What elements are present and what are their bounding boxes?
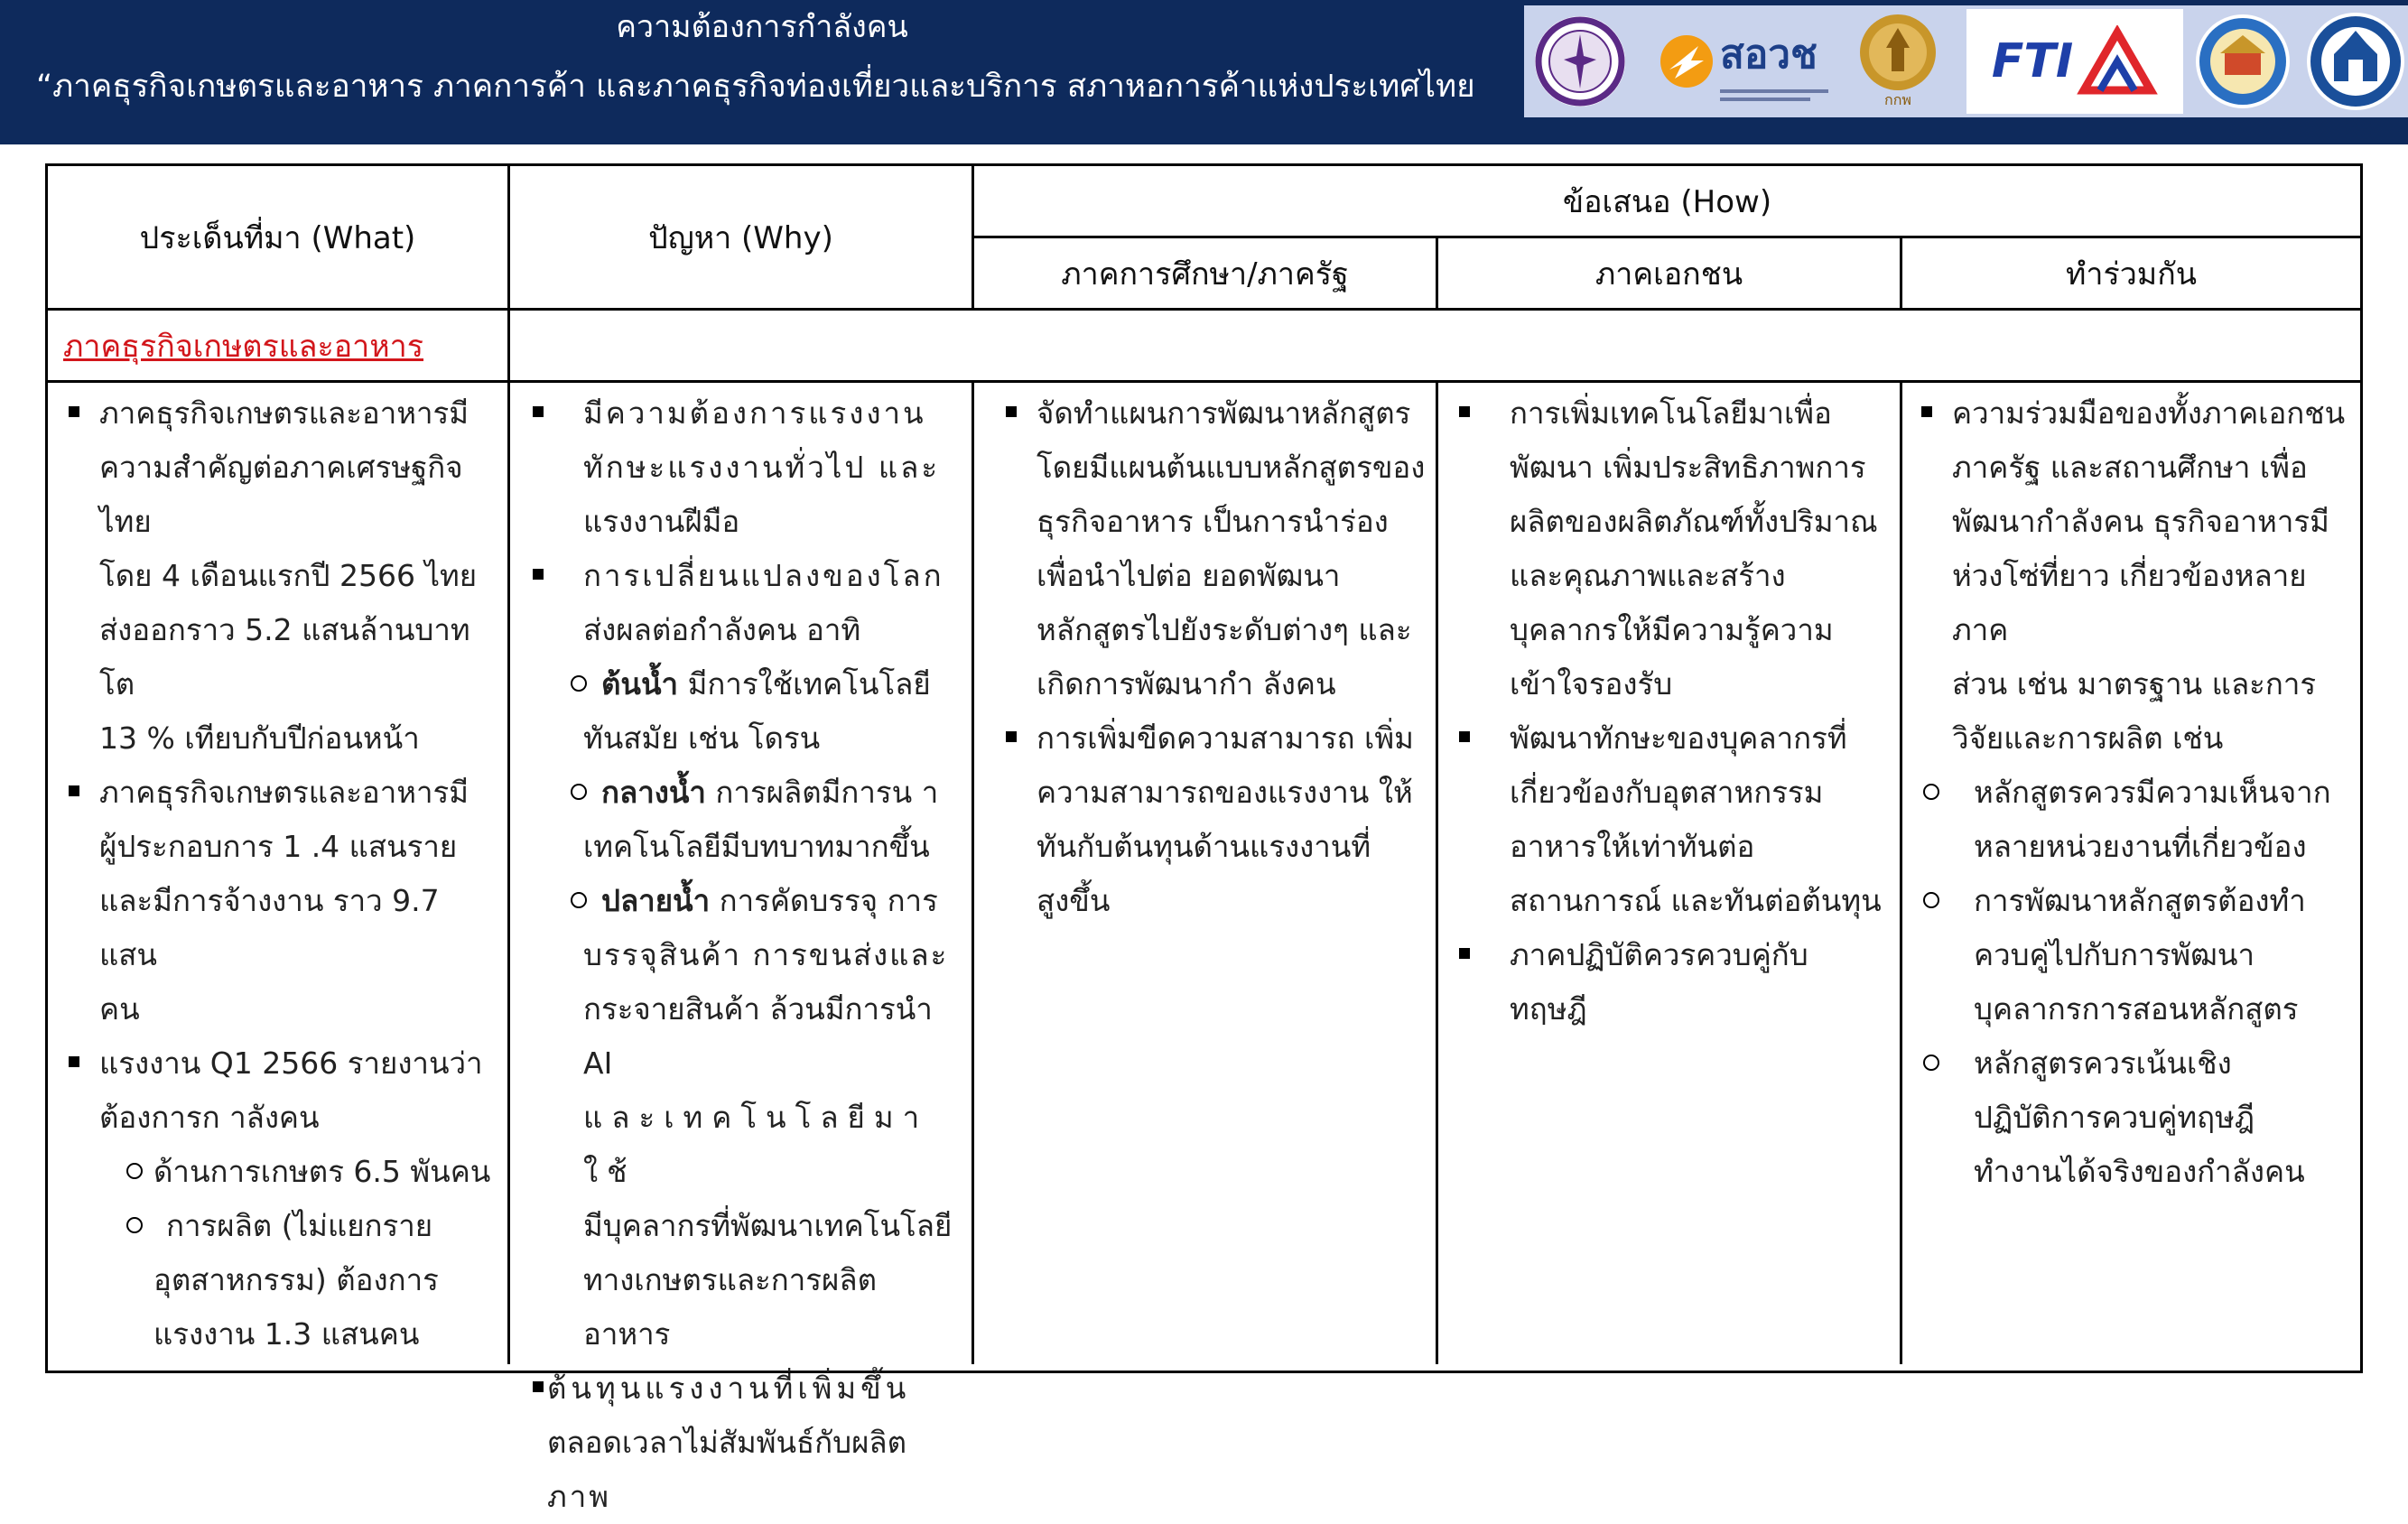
sorchor-logo-icon [1649, 5, 1838, 117]
blue-seal-icon [2302, 5, 2408, 117]
list-item: ภาคธุรกิจเกษตรและอาหารมี ความสำคัญต่อภาคเศรษฐกิจไทย โดย 4 เดือนแรกปี 2566 ไทย ส่งออกราว 5.2 แสนล้านบาท โต 13 % เทียบกับปีก่อนหน้า [65, 386, 498, 766]
column-header-what: ประเด็นที่มา (What) [139, 219, 416, 256]
list-item: การเพิ่มขีดความสามารถ เพิ่ม ความสามารถของแรงงาน ให้ ทันกับต้นทุนด้านแรงงานที่ สูงขึ้น [1002, 711, 1427, 928]
list-item: การเปลี่ยนแปลงของโลก ส่งผลต่อกำลังคน อาทิ [529, 549, 962, 657]
table-divider [45, 380, 2363, 383]
section-title: ภาคธุรกิจเกษตรและอาหาร [63, 329, 424, 365]
column-header-why: ปัญหา (Why) [648, 219, 833, 256]
table-divider [1900, 380, 1902, 1364]
sorchor-logo-text: สอวช [1720, 31, 1818, 78]
logo-strip [1524, 5, 2408, 117]
why-column [529, 386, 962, 1524]
list-item: พัฒนาทักษะของบุคลากรที่ เกี่ยวข้องกับอุตสาหกรรม อาหารให้เท่าทันต่อ สถานการณ์ และทันต่อต้นทุน [1455, 711, 1889, 928]
chamber-seal-icon [2189, 5, 2297, 117]
table-divider [45, 308, 2363, 311]
sub-list-item: หลักสูตรควรเน้นเชิง ปฏิบัติการควบคู่ทฤษฎี ทำงานได้จริงของกำลังคน [1918, 1036, 2357, 1199]
purple-seal-icon [1529, 5, 1631, 117]
gold-seal-text: กกพ [1884, 90, 1911, 108]
sub-list-item: ต้นน้ำ มีการใช้เทคโนโลยี ทันสมัย เช่น โดรน [565, 657, 962, 766]
list-item: จัดทำแผนการพัฒนาหลักสูตร โดยมีแผนต้นแบบหลักสูตรของ ธุรกิจอาหาร เป็นการนำร่อง เพื่อนำไปต่อ ยอดพัฒนา หลักสูตรไปยังระดับต่างๆ และ เกิดการพัฒนากำ ลังคน [1002, 386, 1427, 711]
table-divider [1436, 380, 1438, 1364]
list-item: ต้นทุนแรงงานที่เพิ่มขึ้น ตลอดเวลาไม่สัมพันธ์กับผลิต ภาพ [529, 1361, 962, 1524]
page-title: ความต้องการกำลังคน [616, 9, 908, 45]
public-sector-column [1002, 386, 1427, 928]
joint-column [1918, 386, 2357, 1199]
gold-seal-icon [1851, 5, 1945, 117]
sub-list-item: การผลิต (ไม่แยกราย อุตสาหกรรม) ต้องการ แรงงาน 1.3 แสนคน [117, 1199, 498, 1361]
header-banner [0, 0, 2408, 144]
subheader-private: ภาคเอกชน [1594, 256, 1743, 293]
list-item: ภาคธุรกิจเกษตรและอาหารมี ผู้ประกอบการ 1 .4 แสนราย และมีการจ้างงาน ราว 9.7 แสน คน [65, 766, 498, 1036]
subheader-joint: ทำร่วมกัน [2065, 256, 2198, 293]
what-column [65, 386, 498, 1361]
page-subtitle: “ภาคธุรกิจเกษตรและอาหาร ภาคการค้า และภาคธุรกิจท่องเที่ยวและบริการ สภาหอการค้าแห่งประเทศไทย [36, 69, 1475, 105]
table-divider [972, 380, 974, 1364]
fti-logo-text: FTI [1991, 34, 2074, 88]
subheader-public: ภาคการศึกษา/ภาครัฐ [1061, 256, 1349, 293]
sub-list-item: ปลายน้ำ การคัดบรรจุ การ บรรจุสินค้า การขนส่งและ กระจายสินค้า ล้วนมีการนำ AI และเทคโนโลยีมาใช้ มีบุคลากรที่พัฒนาเทคโนโลยี ทางเกษตรและการผลิตอาหาร [565, 874, 962, 1361]
table-divider [507, 163, 510, 1364]
list-item: ความร่วมมือของทั้งภาคเอกชน ภาครัฐ และสถานศึกษา เพื่อ พัฒนากำลังคน ธุรกิจอาหารมี ห่วงโซ่ที่ยาว เกี่ยวข้องหลายภาค ส่วน เช่น มาตรฐาน และการ วิจัยและการผลิต เช่น [1918, 386, 2357, 766]
private-sector-column [1455, 386, 1889, 1036]
sub-list-item: การพัฒนาหลักสูตรต้องทำ ควบคู่ไปกับการพัฒนา บุคลากรการสอนหลักสูตร [1918, 874, 2357, 1036]
list-item: แรงงาน Q1 2566 รายงานว่า ต้องการก าลังคน [65, 1036, 498, 1145]
list-item: ภาคปฏิบัติควรควบคู่กับ ทฤษฎี [1455, 928, 1889, 1036]
list-item: การเพิ่มเทคโนโลยีมาเพื่อ พัฒนา เพิ่มประสิทธิภาพการ ผลิตของผลิตภัณฑ์ทั้งปริมาณ และคุณภาพและสร้าง บุคลากรให้มีความรู้ความ เข้าใจรองรับ [1455, 386, 1889, 711]
sub-list-item: กลางน้ำ การผลิตมีการน า เทคโนโลยีมีบทบาทมากขึ้น [565, 766, 962, 874]
fti-logo-icon [1966, 9, 2183, 114]
list-item: มีความต้องการแรงงาน ทักษะแรงงานทั่วไป และ แรงงานฝีมือ [529, 386, 962, 549]
column-header-how: ข้อเสนอ (How) [1562, 183, 1772, 220]
sub-list-item: ด้านการเกษตร 6.5 พันคน [117, 1145, 498, 1199]
sub-list-item: หลักสูตรควรมีความเห็นจาก หลายหน่วยงานที่เกี่ยวข้อง [1918, 766, 2357, 874]
